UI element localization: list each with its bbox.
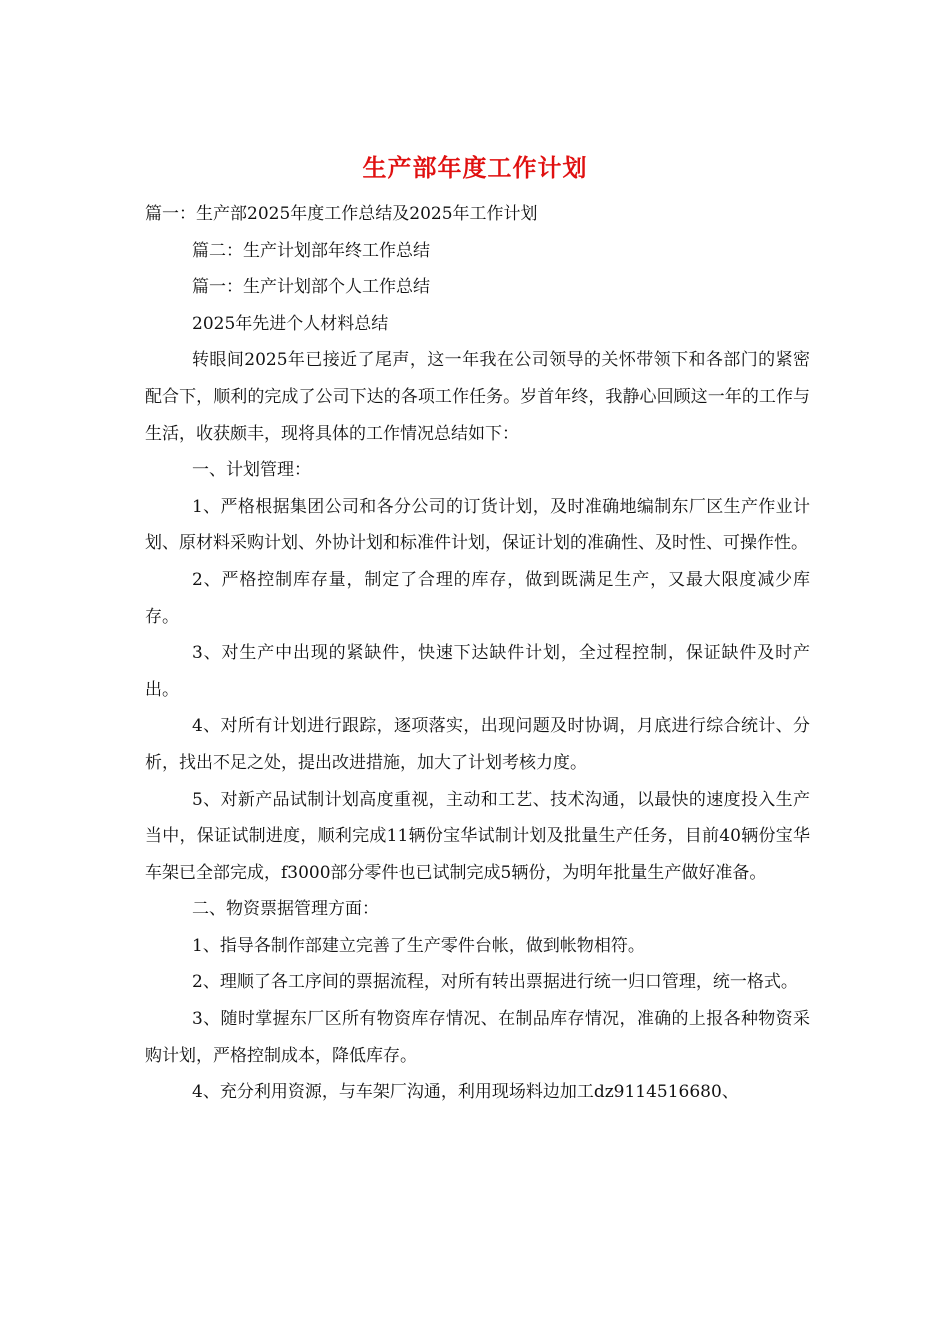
paragraph-14: 2、理顺了各工序间的票据流程，对所有转出票据进行统一归口管理，统一格式。 (192, 972, 798, 993)
paragraph-12: 二、物资票据管理方面： (192, 899, 379, 920)
paragraph-1: 篇一：生产部2025年度工作总结及2025年工作计划 (145, 204, 538, 224)
paragraph-4: 2025年先进个人材料总结 (192, 313, 389, 334)
paragraph-13: 1、指导各制作部建立完善了生产零件台帐，做到帐物相符。 (192, 935, 645, 956)
document-title: 生产部年度工作计划 (362, 153, 588, 182)
paragraph-7: 1、严格根据集团公司和各分公司的订货计划，及时准确地编制东厂区生产作业计划、原材料采购计划、外协计划和标准件计划，保证计划的准确性、及时性、可操作性。 (145, 496, 810, 554)
paragraph-16: 4、充分利用资源，与车架厂沟通，利用现场料边加工dz9114516680、 (192, 1082, 739, 1103)
paragraph-6: 一、计划管理： (192, 460, 311, 481)
paragraph-15: 3、随时掌握东厂区所有物资库存情况、在制品库存情况，准确的上报各种物资采购计划，严格控制成本，降低库存。 (145, 1009, 810, 1066)
paragraph-3: 篇一：生产计划部个人工作总结 (192, 277, 430, 298)
paragraph-2: 篇二：生产计划部年终工作总结 (192, 240, 430, 261)
paragraph-9: 3、对生产中出现的紧缺件，快速下达缺件计划，全过程控制，保证缺件及时产出。 (145, 643, 810, 700)
paragraph-5: 转眼间2025年已接近了尾声，这一年我在公司领导的关怀带领下和各部门的紧密配合下，顺利的完成了公司下达的各项工作任务。岁首年终，我静心回顾这一年的工作与生活，收获颇丰，现将具体的工作情况总结如下： (145, 350, 810, 444)
paragraph-10: 4、对所有计划进行跟踪，逐项落实，出现问题及时协调，月底进行综合统计、分析，找出不足之处，提出改进措施，加大了计划考核力度。 (145, 716, 810, 773)
document-body (145, 196, 810, 1111)
paragraph-8: 2、严格控制库存量，制定了合理的库存，做到既满足生产，又最大限度减少库存。 (145, 569, 810, 627)
paragraph-11: 5、对新产品试制计划高度重视，主动和工艺、技术沟通，以最快的速度投入生产当中，保证试制进度，顺利完成11辆份宝华试制计划及批量生产任务，目前40辆份宝华车架已全部完成，f3000部分零件也已试制完成5辆份，为明年批量生产做好准备。 (145, 789, 810, 883)
